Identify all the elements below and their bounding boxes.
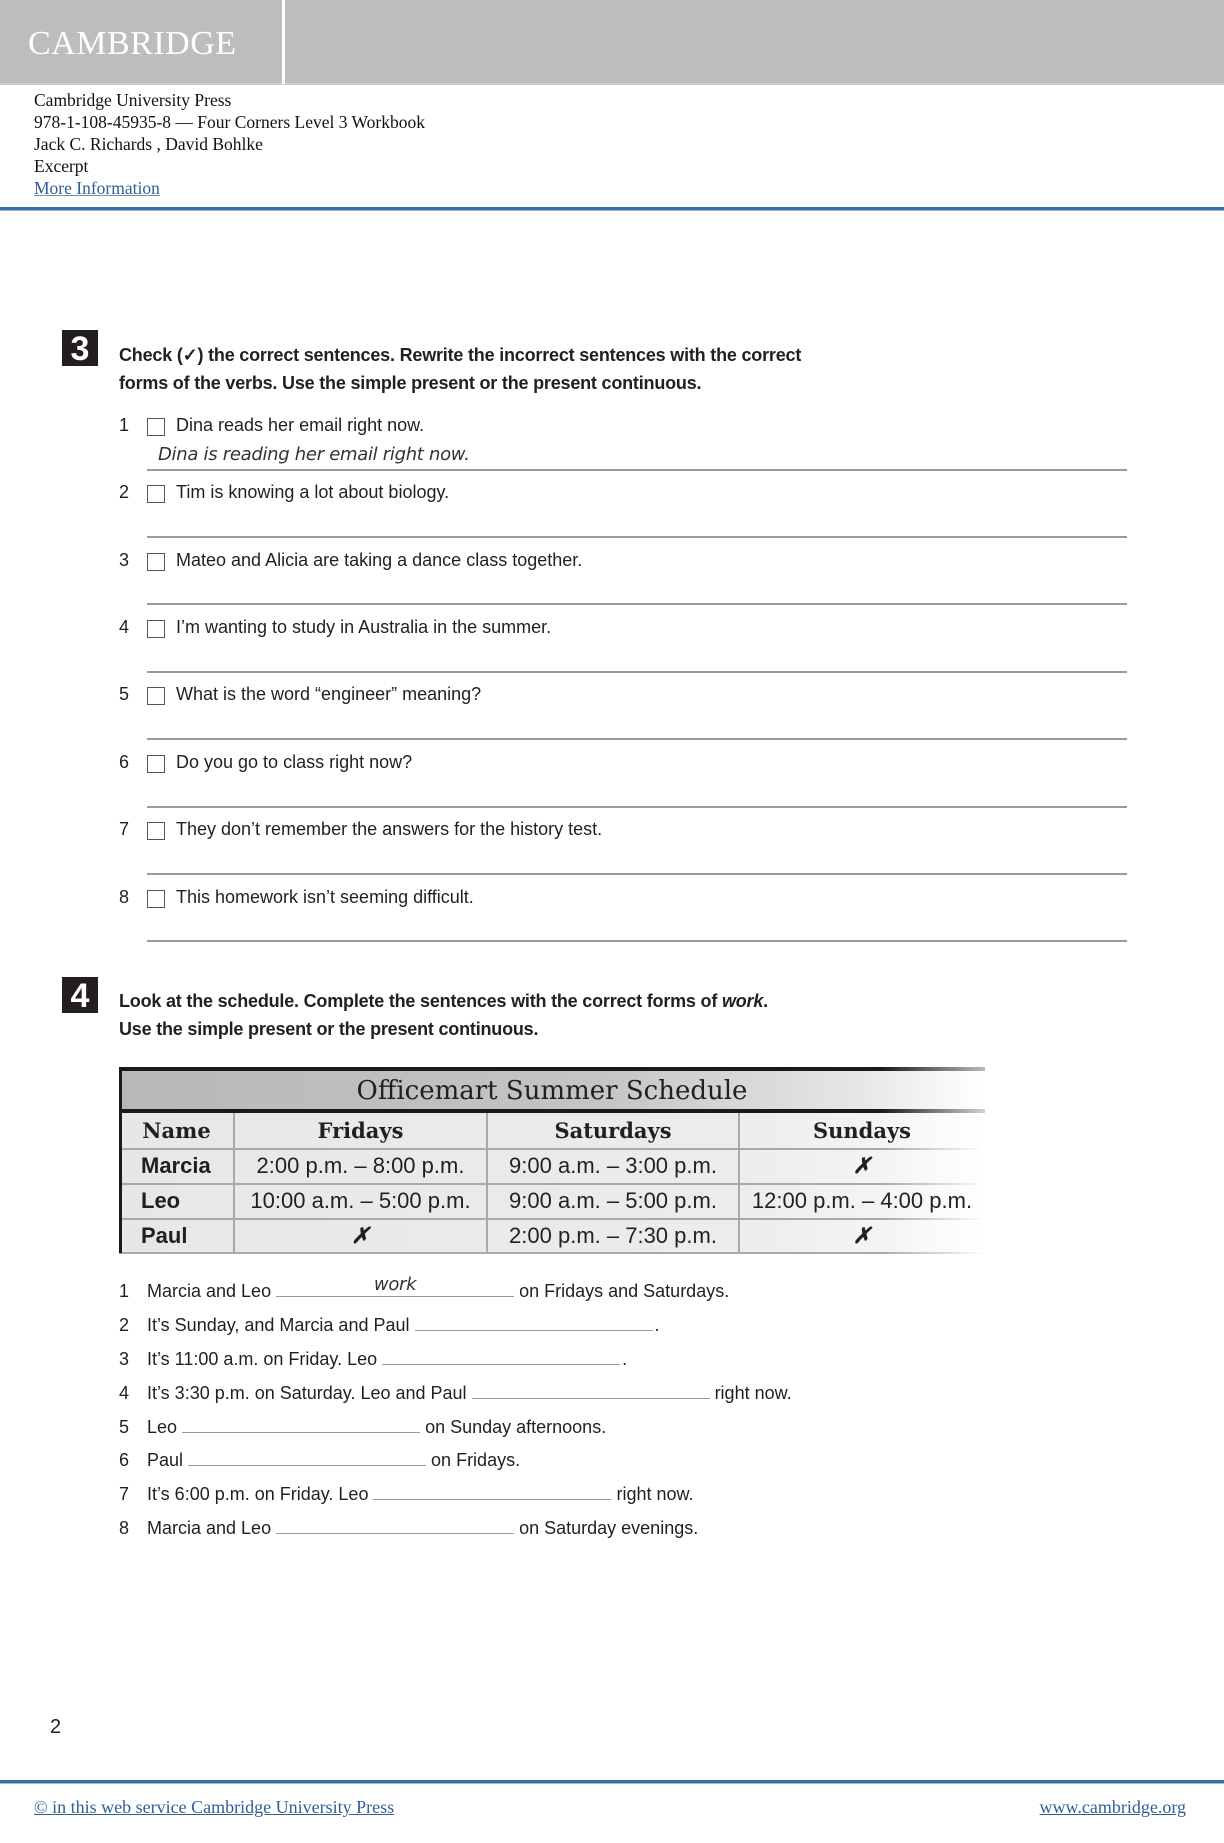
item-checkbox[interactable] [147,485,165,503]
employee-name-cell: Leo [141,1188,181,1213]
answer-blank[interactable] [373,1499,611,1501]
more-information-link[interactable]: More Information [34,178,160,198]
fill-in-sentence [147,1417,606,1438]
fill-in-sentence [147,1315,660,1336]
fill-in-sentence [147,1518,698,1539]
copyright-link[interactable]: © in this web service Cambridge University Press [34,1797,395,1817]
sentence-number: 4 [119,1383,130,1403]
shift-time-cell: 2:00 p.m. – 7:30 p.m. [509,1223,717,1248]
sentence-before: Paul [147,1450,184,1470]
sentence-number: 1 [119,1281,130,1301]
sentence-before: Leo [147,1417,178,1437]
item-sentence: What is the word “engineer” meaning? [176,684,482,704]
sentence-before: Marcia and Leo [147,1281,272,1301]
fill-in-sentence [147,1383,792,1404]
item-sentence: I’m wanting to study in Australia in the summer. [176,617,552,637]
isbn-title: 978-1-108-45935-8 — Four Corners Level 3 Workbook [34,112,425,132]
website-link[interactable]: www.cambridge.org [1039,1797,1186,1817]
instruction-period: . [763,991,768,1011]
item-checkbox[interactable] [147,755,165,773]
item-checkbox[interactable] [147,822,165,840]
item-sentence: Dina reads her email right now. [176,415,425,435]
shift-time-cell: 10:00 a.m. – 5:00 p.m. [250,1188,471,1213]
answer-blank[interactable] [188,1465,426,1467]
answer-blank[interactable] [382,1364,620,1366]
item-checkbox[interactable] [147,418,165,436]
header-divider [282,0,285,84]
sentence-after: on Sunday afternoons. [425,1417,607,1437]
sentence-after: . [622,1349,628,1369]
item-number: 8 [119,887,130,907]
answer-blank[interactable] [472,1398,710,1400]
excerpt-label: Excerpt [34,156,89,176]
sentence-after: right now. [714,1383,792,1403]
shift-time-cell: 9:00 a.m. – 5:00 p.m. [509,1188,717,1213]
sentence-before: It’s Sunday, and Marcia and Paul [147,1315,410,1335]
answer-rule-line [147,940,1127,942]
not-working-mark: ✗ [852,1153,872,1178]
section-3-number: 3 [62,330,98,366]
instruction-emphasis: work [721,991,764,1011]
section-4-instruction-line-2: Use the simple present or the present continuous. [119,1019,539,1039]
header-saturdays: Saturdays [554,1118,672,1143]
item-sentence: Mateo and Alicia are taking a dance class together. [176,550,583,570]
item-sentence: They don’t remember the answers for the history test. [176,819,603,839]
item-checkbox[interactable] [147,620,165,638]
section-4-number: 4 [62,977,98,1013]
item-number: 4 [119,617,130,637]
fill-in-sentence [147,1484,694,1505]
section-4-instruction-line-1 [119,987,768,1015]
answer-blank[interactable] [276,1533,514,1535]
publisher-name: Cambridge University Press [34,90,232,110]
sentence-before: It’s 11:00 a.m. on Friday. Leo [147,1349,378,1369]
header-name: Name [142,1118,211,1143]
section-3-instruction-line-2: forms of the verbs. Use the simple present or the present continuous. [119,373,702,393]
answer-blank[interactable] [182,1432,420,1434]
sentence-number: 6 [119,1450,130,1470]
header-sundays: Sundays [812,1118,912,1143]
sentence-after: . [654,1315,660,1335]
item-checkbox[interactable] [147,890,165,908]
section-3-instruction-line-1: Check (✓) the correct sentences. Rewrite the incorrect sentences with the correct [119,345,802,365]
sentence-number: 5 [119,1417,130,1437]
item-checkbox[interactable] [147,687,165,705]
answer-rule-line [147,738,1127,740]
sentence-after: on Fridays. [431,1450,521,1470]
shift-time-cell: 2:00 p.m. – 8:00 p.m. [256,1153,465,1178]
cambridge-logo: CAMBRIDGE [28,25,237,62]
item-sentence: Do you go to class right now? [176,752,413,772]
header-band-edge [0,83,1224,85]
item-number: 1 [119,415,130,435]
page-number: 2 [50,1716,62,1738]
answer-blank[interactable] [415,1330,653,1332]
item-sentence: Tim is knowing a lot about biology. [176,482,450,502]
sentence-before: It’s 6:00 p.m. on Friday. Leo [147,1484,369,1504]
item-number: 7 [119,819,130,839]
instruction-text: Look at the schedule. Complete the sentences with the correct forms of [119,991,722,1011]
sentence-number: 7 [119,1484,130,1504]
answer-rule-line [147,469,1127,471]
sentence-before: It’s 3:30 p.m. on Saturday. Leo and Paul [147,1383,467,1403]
sentence-before: Marcia and Leo [147,1518,272,1538]
schedule-title: Officemart Summer Schedule [119,1071,985,1109]
answer-rule-line [147,873,1127,875]
schedule-table [119,1067,985,1253]
item-checkbox[interactable] [147,553,165,571]
sentence-number: 8 [119,1518,130,1538]
shift-time-cell: 12:00 p.m. – 4:00 p.m. [751,1188,973,1213]
employee-name-cell: Paul [141,1223,188,1248]
fill-in-sentence [147,1450,520,1471]
not-working-mark: ✗ [852,1223,872,1248]
header-fridays: Fridays [317,1118,404,1143]
sentence-number: 2 [119,1315,130,1335]
header-rule-light [0,210,1224,211]
answer-rule-line [147,806,1127,808]
answer-blank[interactable] [276,1274,514,1298]
sentence-after: right now. [616,1484,694,1504]
footer-rule-light [0,1783,1224,1784]
answer-rule-line [147,536,1127,538]
authors: Jack C. Richards , David Bohlke [34,134,263,154]
item-number: 5 [119,684,130,704]
not-working-mark: ✗ [351,1223,370,1248]
sentence-after: on Fridays and Saturdays. [519,1281,730,1301]
item-sentence: This homework isn’t seeming difficult. [176,887,474,907]
blank-answer-text: work [373,1274,417,1295]
shift-time-cell: 9:00 a.m. – 3:00 p.m. [509,1153,717,1178]
item-answer-field[interactable]: Dina is reading her email right now. [158,444,470,465]
sentence-number: 3 [119,1349,130,1369]
item-number: 3 [119,550,130,570]
item-number: 2 [119,482,130,502]
fill-in-sentence [147,1349,627,1370]
employee-name-cell: Marcia [141,1153,211,1178]
fill-in-sentence [147,1274,730,1302]
answer-rule-line [147,671,1127,673]
sentence-after: on Saturday evenings. [519,1518,699,1538]
table-top-border [119,1067,985,1071]
item-number: 6 [119,752,130,772]
answer-rule-line [147,603,1127,605]
